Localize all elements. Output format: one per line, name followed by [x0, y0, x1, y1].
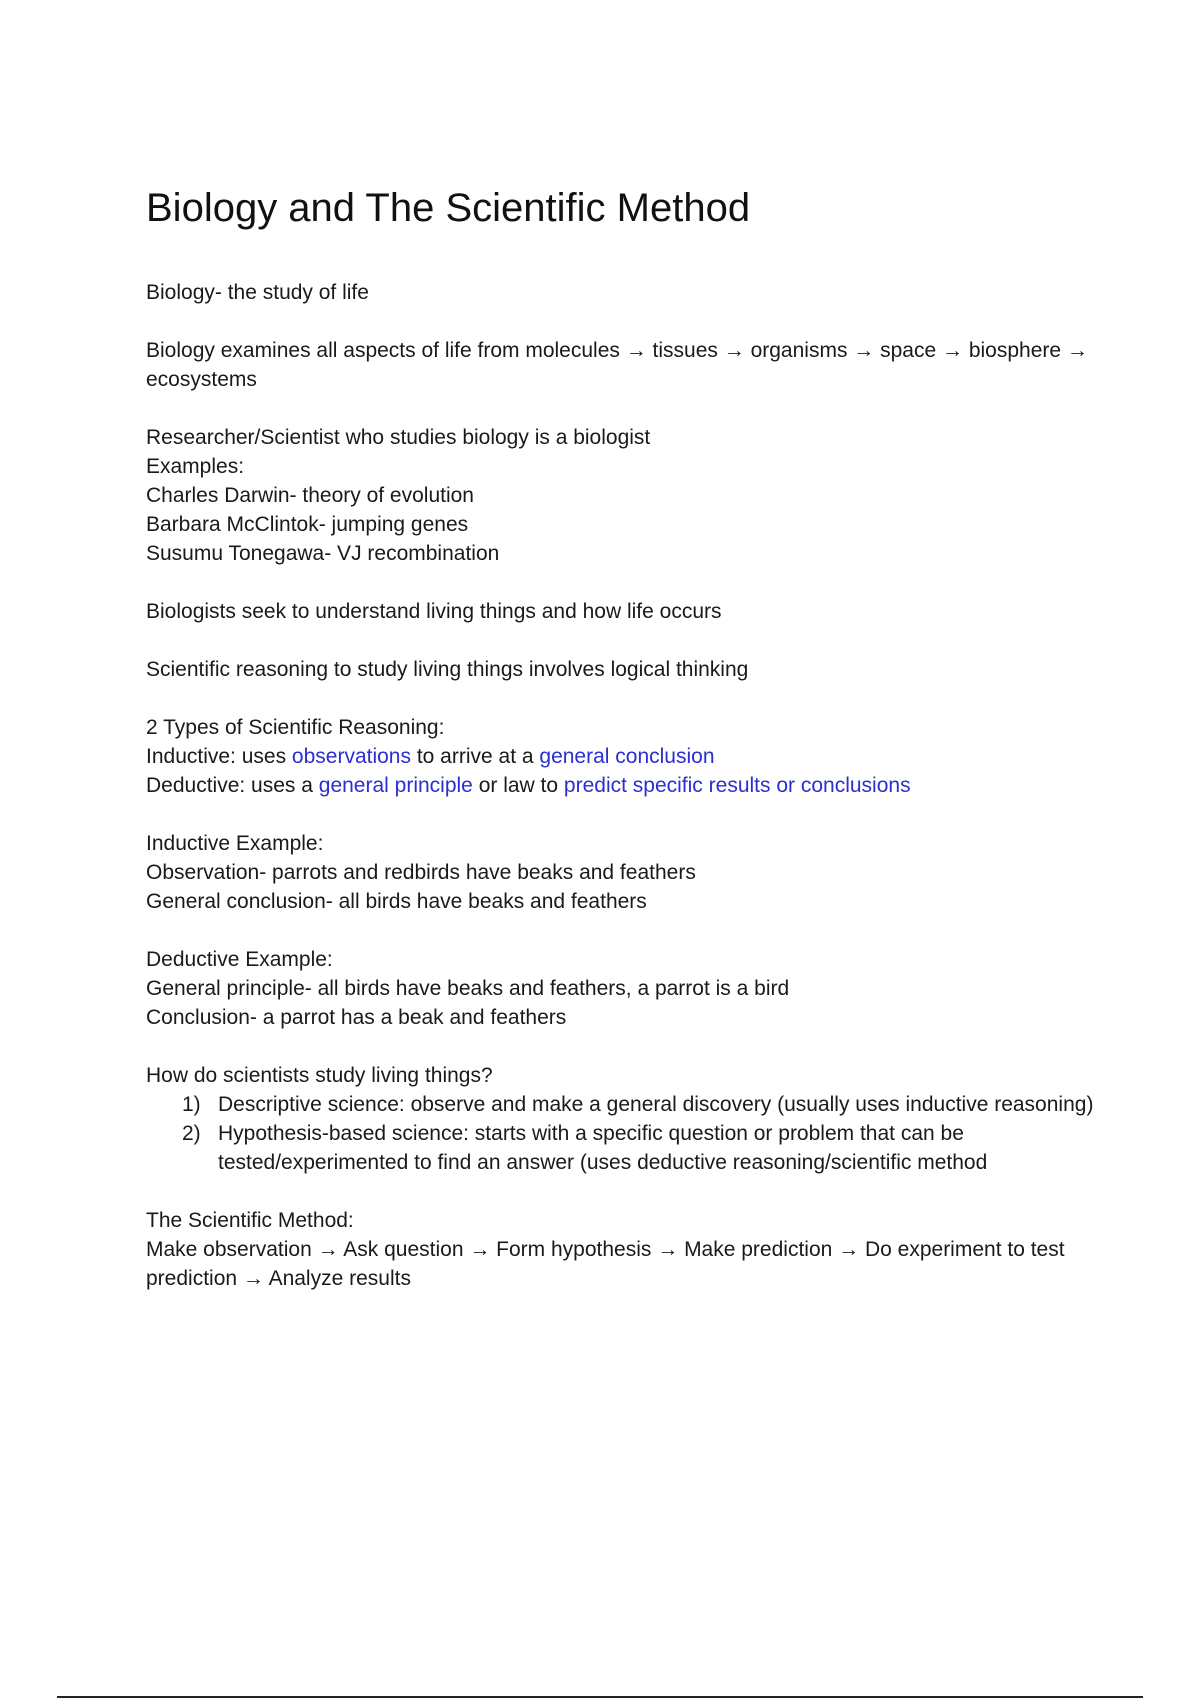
study-methods-list [146, 1090, 1106, 1177]
scientific-method-heading: The Scientific Method: [146, 1209, 354, 1232]
page-title: Biology and The Scientific Method [146, 186, 751, 230]
example-darwin: Charles Darwin- theory of evolution [146, 484, 474, 507]
list-item [146, 1119, 1106, 1177]
example-mcclintok: Barbara McClintok- jumping genes [146, 513, 469, 536]
inductive-term-observations: observations [291, 745, 411, 768]
list-item-text: Descriptive science: observe and make a general discovery (usually uses inductive reasoning) [218, 1093, 1094, 1116]
deductive-example-principle: General principle- all birds have beaks and feathers, a parrot is a bird [146, 977, 790, 1000]
scientific-method-steps: Make observation → Ask question → Form hypothesis → Make prediction → Do experiment to test prediction → Analyze results [146, 1238, 1065, 1290]
deductive-term-predict: predict specific results or conclusions [563, 774, 911, 797]
inductive-example-observation: Observation- parrots and redbirds have beaks and feathers [146, 861, 696, 884]
inductive-example-heading: Inductive Example: [146, 832, 324, 855]
how-study-question: How do scientists study living things? [146, 1064, 493, 1087]
list-item-number: 2) [182, 1122, 201, 1145]
deductive-definition [146, 771, 1106, 800]
list-item-text: Hypothesis-based science: starts with a specific question or problem that can be tested/experimented to find an answer (uses deductive reasoning/scientific method [218, 1122, 988, 1174]
deductive-middle: or law to [472, 774, 564, 797]
list-item [146, 1090, 1106, 1119]
biologists-seek: Biologists seek to understand living things and how life occurs [146, 600, 722, 623]
list-item-number: 1) [182, 1093, 201, 1116]
inductive-definition [146, 742, 1106, 771]
deductive-term-principle: general principle [318, 774, 473, 797]
inductive-term-conclusion: general conclusion [539, 745, 715, 768]
deductive-prefix: Deductive: uses a [146, 774, 319, 797]
deductive-example-conclusion: Conclusion- a parrot has a beak and feathers [146, 1006, 567, 1029]
inductive-middle: to arrive at a [411, 745, 540, 768]
biology-examines: Biology examines all aspects of life from molecules → tissues → organisms → space → biosphere → ecosystems [146, 339, 1088, 391]
inductive-prefix: Inductive: uses [146, 745, 292, 768]
document-body [146, 278, 1106, 1293]
scientific-reasoning: Scientific reasoning to study living things involves logical thinking [146, 658, 749, 681]
biology-definition: Biology- the study of life [146, 281, 369, 304]
reasoning-types-heading: 2 Types of Scientific Reasoning: [146, 716, 445, 739]
researcher-line: Researcher/Scientist who studies biology is a biologist [146, 426, 651, 449]
examples-label: Examples: [146, 455, 245, 478]
deductive-example-heading: Deductive Example: [146, 948, 333, 971]
example-tonegawa: Susumu Tonegawa- VJ recombination [146, 542, 500, 565]
inductive-example-conclusion: General conclusion- all birds have beaks and feathers [146, 890, 647, 913]
footer-divider [57, 1696, 1143, 1698]
